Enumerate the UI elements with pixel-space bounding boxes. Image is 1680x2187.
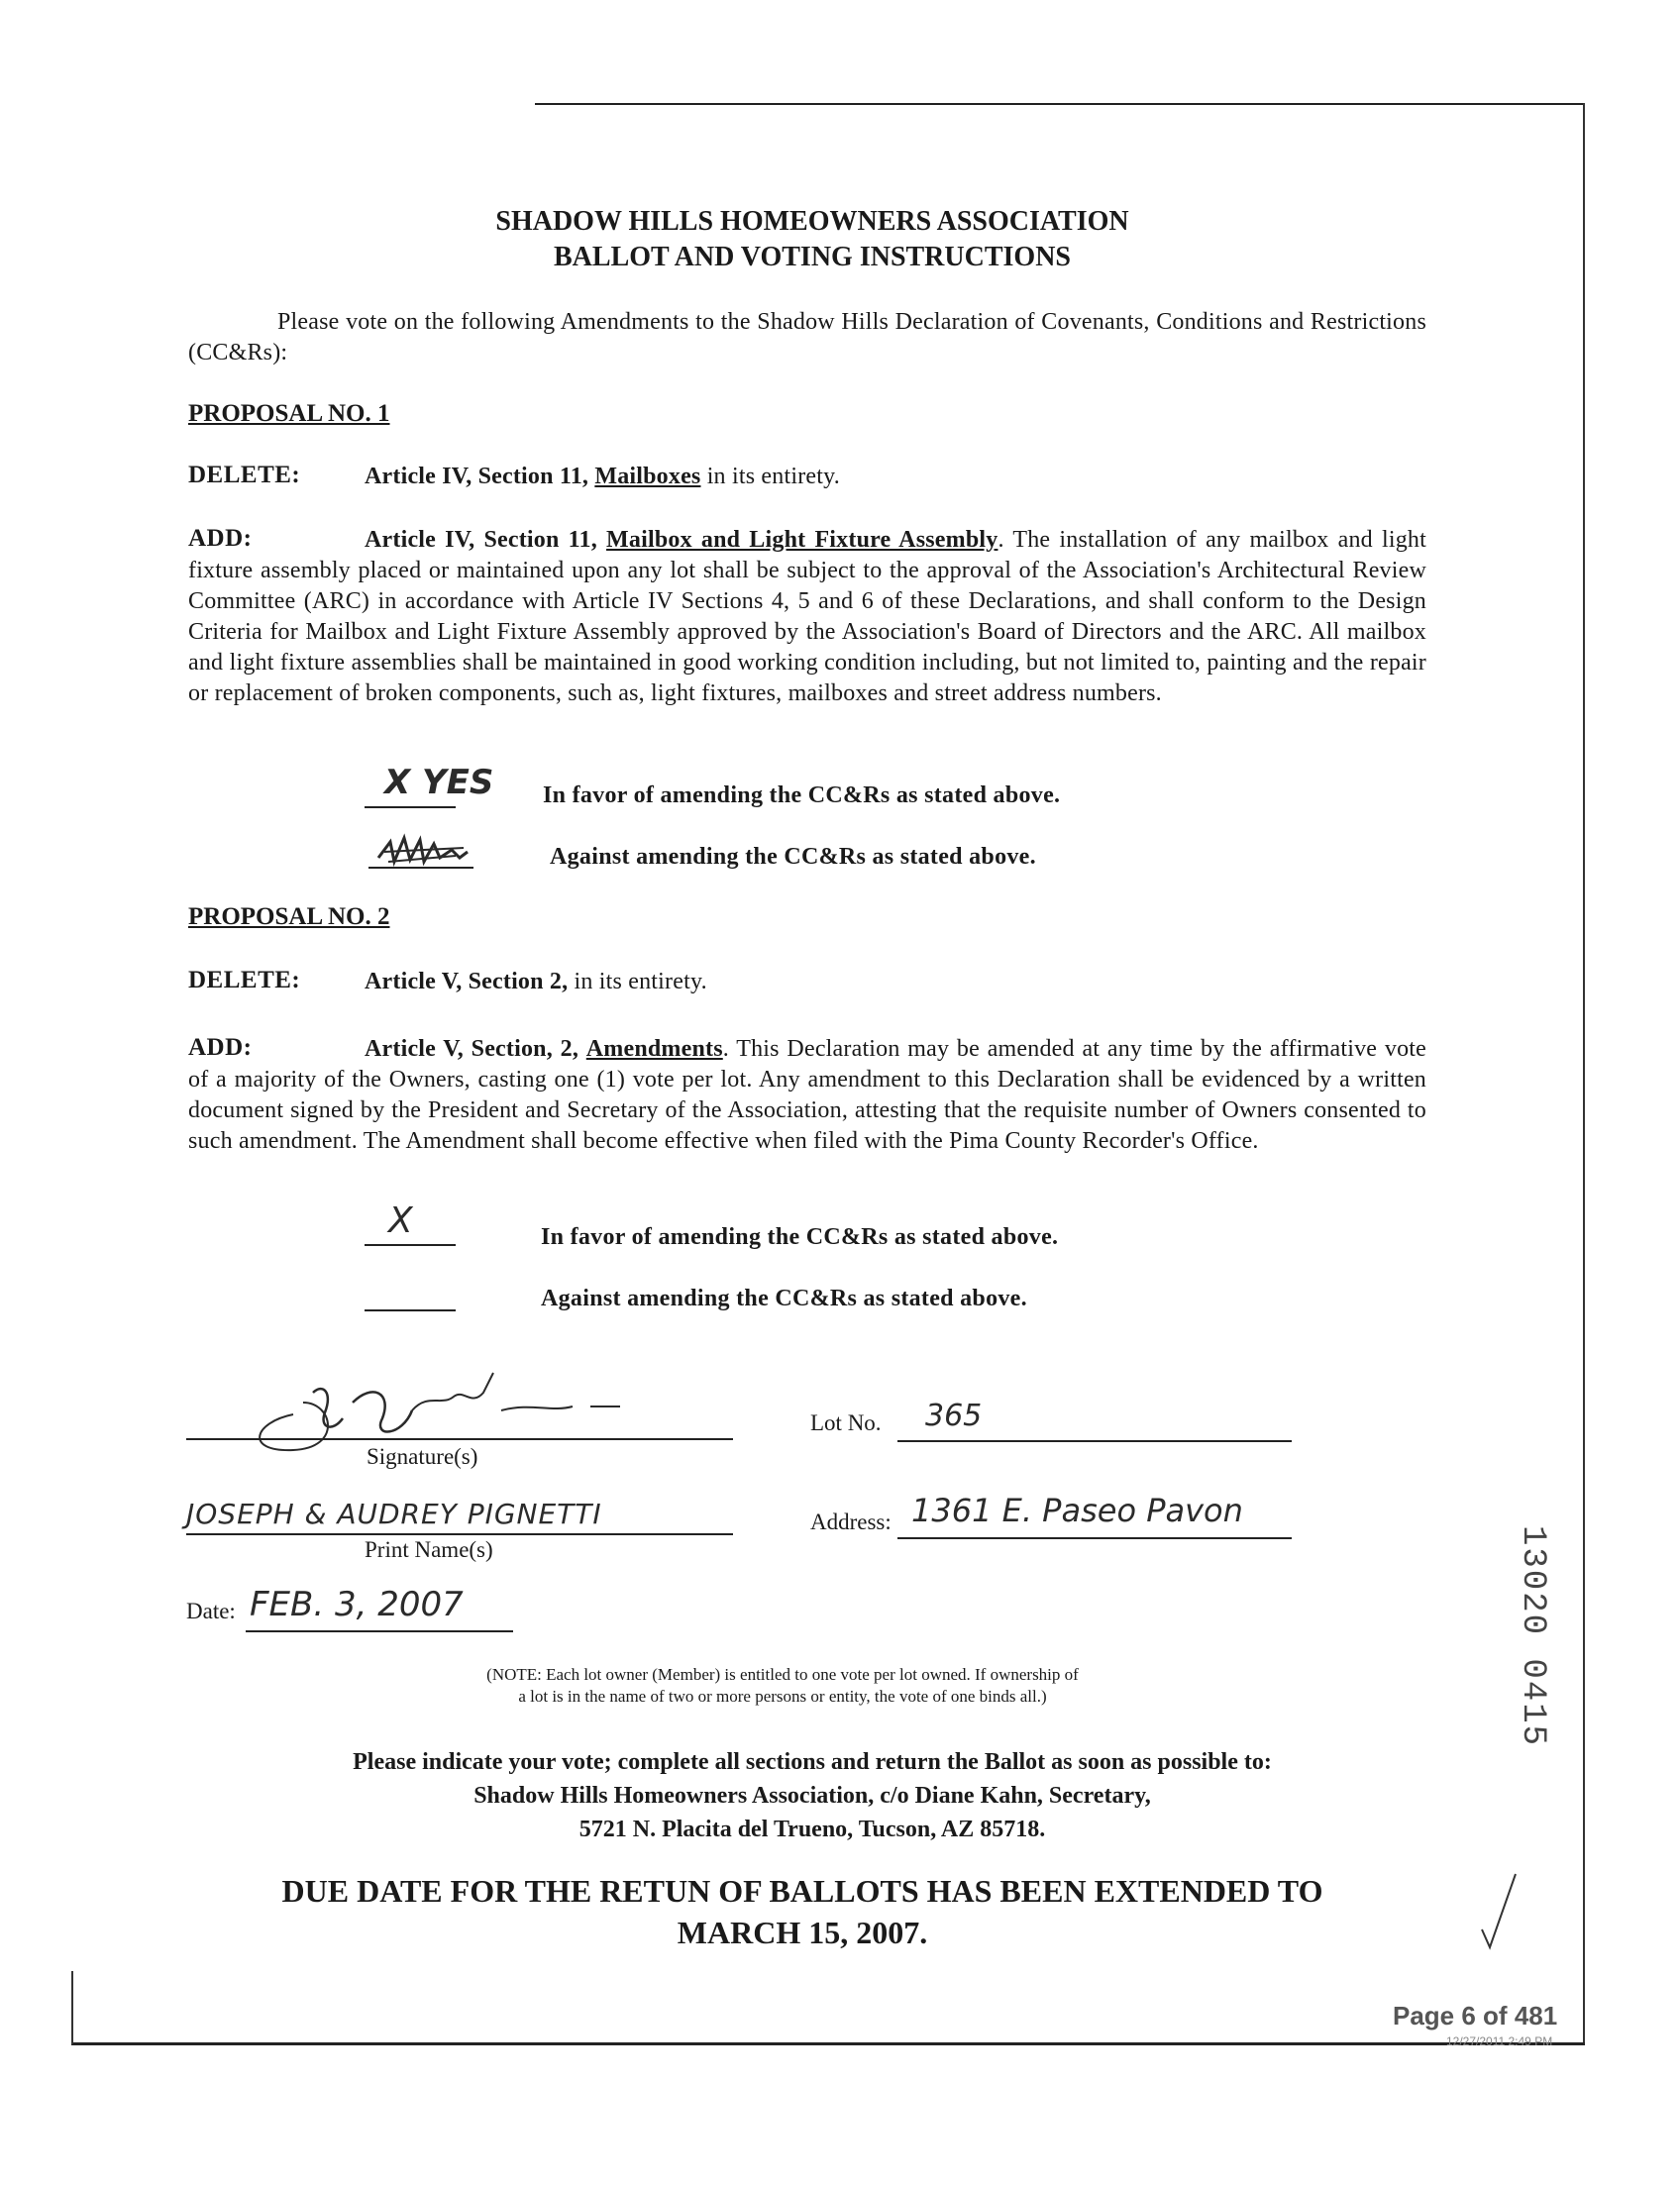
proposal1-add-label: ADD: — [188, 525, 253, 552]
proposal1-add-ref: Article IV, Section 11, — [365, 527, 597, 553]
date-label: Date: — [186, 1599, 236, 1623]
proposal2-add-label: ADD: — [188, 1034, 253, 1061]
print-name-value: JOSEPH & AUDREY PIGNETTI — [186, 1498, 602, 1530]
proposal2-add-title: Amendments — [585, 1036, 723, 1062]
instructions-line2: Shadow Hills Homeowners Association, c/o Diane Kahn, Secretary, — [473, 1783, 1151, 1809]
proposal1-delete-rest: in its entirety. — [706, 464, 840, 489]
proposal2-favor-mark: X — [388, 1200, 413, 1241]
print-timestamp: 12/27/2011 2:49 PM — [1446, 2034, 1553, 2048]
return-instructions — [0, 1745, 1625, 1846]
proposal2-heading: PROPOSAL NO. 2 — [188, 903, 390, 930]
proposal1-delete-ref: Article IV, Section 11, — [365, 464, 589, 489]
document-title-line2: BALLOT AND VOTING INSTRUCTIONS — [554, 242, 1071, 272]
proposal1-heading: PROPOSAL NO. 1 — [188, 400, 390, 427]
check-mark-icon — [1476, 1870, 1525, 1959]
address-value: 1361 E. Paseo Pavon — [911, 1492, 1243, 1529]
print-name-label: Print Name(s) — [365, 1537, 493, 1562]
due-date-line1: DUE DATE FOR THE RETUN OF BALLOTS HAS BEEN EXTENDED TO — [281, 1873, 1323, 1909]
due-date-line2: MARCH 15, 2007. — [677, 1915, 928, 1950]
instructions-line1: Please indicate your vote; complete all sections and return the Ballot as soon as possible to: — [353, 1749, 1272, 1775]
proposal1-add-paragraph — [188, 525, 1426, 709]
proposal1-add-body: . The installation of any mailbox and light fixture assembly placed or maintained upon any lot shall be subject to the approval of the Association's Architectural Review Committee (ARC) in accordance with Article IV Sections 4, 5 and 6 of these Declarations, and shall conform to the Design Criteria for Mailbox and Light Fixture Assembly approved by the Association's Board of Directors and the ARC. All mailbox and light fixture assemblies shall be maintained in good working condition including, but not limited to, painting and the repair or replacement of broken components, such as, light fixtures, mailboxes and street address numbers. — [188, 527, 1426, 706]
proposal1-favor-line[interactable] — [365, 806, 456, 808]
note-line1: (NOTE: Each lot owner (Member) is entitled to one vote per lot owned. If ownership of — [486, 1665, 1079, 1684]
proposal2-delete-rest: in its entirety. — [574, 969, 707, 994]
due-date-notice — [0, 1870, 1605, 1953]
frame-bottom-rule — [71, 2042, 1585, 2045]
side-document-number: 13020 0415 — [1514, 1525, 1551, 1748]
note-line2: a lot is in the name of two or more persons or entity, the vote of one binds all.) — [518, 1687, 1047, 1706]
frame-left-rule — [71, 1971, 73, 2044]
lot-label: Lot No. — [810, 1410, 882, 1435]
proposal2-add-body: . This Declaration may be amended at any time by the affirmative vote of a majority of the Owners, casting one (1) vote per lot. Any amendment to this Declaration shall be evidenced by a written document signed by the President and Secretary of the Association, attesting that the requisite number of Owners consented to such amendment. The Amendment shall become effective when filed with the Pima County Recorder's Office. — [188, 1036, 1426, 1154]
proposal1-delete-text — [365, 462, 1454, 492]
document-title-line1: SHADOW HILLS HOMEOWNERS ASSOCIATION — [495, 206, 1129, 237]
date-value: FEB. 3, 2007 — [250, 1585, 464, 1624]
proposal2-add-paragraph — [188, 1034, 1426, 1157]
proposal2-against-line[interactable] — [365, 1309, 456, 1311]
proposal2-favor-line[interactable] — [365, 1244, 456, 1246]
proposal2-delete-ref: Article V, Section 2, — [365, 969, 569, 994]
proposal1-favor-text: In favor of amending the CC&Rs as stated above. — [543, 782, 1061, 808]
proposal1-add-title: Mailbox and Light Fixture Assembly — [606, 527, 998, 553]
proposal1-delete-label: DELETE: — [188, 462, 301, 488]
proposal2-favor-text: In favor of amending the CC&Rs as stated above. — [541, 1224, 1059, 1250]
proposal1-against-text: Against amending the CC&Rs as stated above. — [550, 844, 1036, 870]
intro-paragraph: Please vote on the following Amendments to the Shadow Hills Declaration of Covenants, Conditions and Restrictions (CC&Rs): — [188, 309, 1426, 365]
proposal2-add-ref: Article V, Section, 2, — [365, 1036, 579, 1062]
signature-line[interactable] — [186, 1438, 733, 1440]
lot-line[interactable] — [897, 1440, 1292, 1442]
address-line[interactable] — [897, 1537, 1292, 1539]
lot-value: 365 — [925, 1399, 983, 1433]
proposal1-delete-title: Mailboxes — [594, 464, 701, 489]
date-line[interactable] — [246, 1630, 513, 1632]
instructions-line3: 5721 N. Placita del Trueno, Tucson, AZ 85718. — [578, 1817, 1046, 1842]
proposal2-delete-text — [365, 967, 1454, 997]
signature-label: Signature(s) — [367, 1444, 478, 1469]
page-number: Page 6 of 481 — [1393, 2001, 1558, 2031]
frame-top-rule — [535, 103, 1585, 105]
ownership-note — [297, 1664, 1268, 1708]
proposal1-favor-mark: X YES — [384, 763, 494, 802]
proposal1-against-scribble — [365, 828, 493, 874]
proposal2-delete-label: DELETE: — [188, 967, 301, 993]
proposal2-against-text: Against amending the CC&Rs as stated above. — [541, 1286, 1027, 1311]
print-name-line[interactable] — [186, 1533, 733, 1535]
address-label: Address: — [810, 1510, 892, 1534]
